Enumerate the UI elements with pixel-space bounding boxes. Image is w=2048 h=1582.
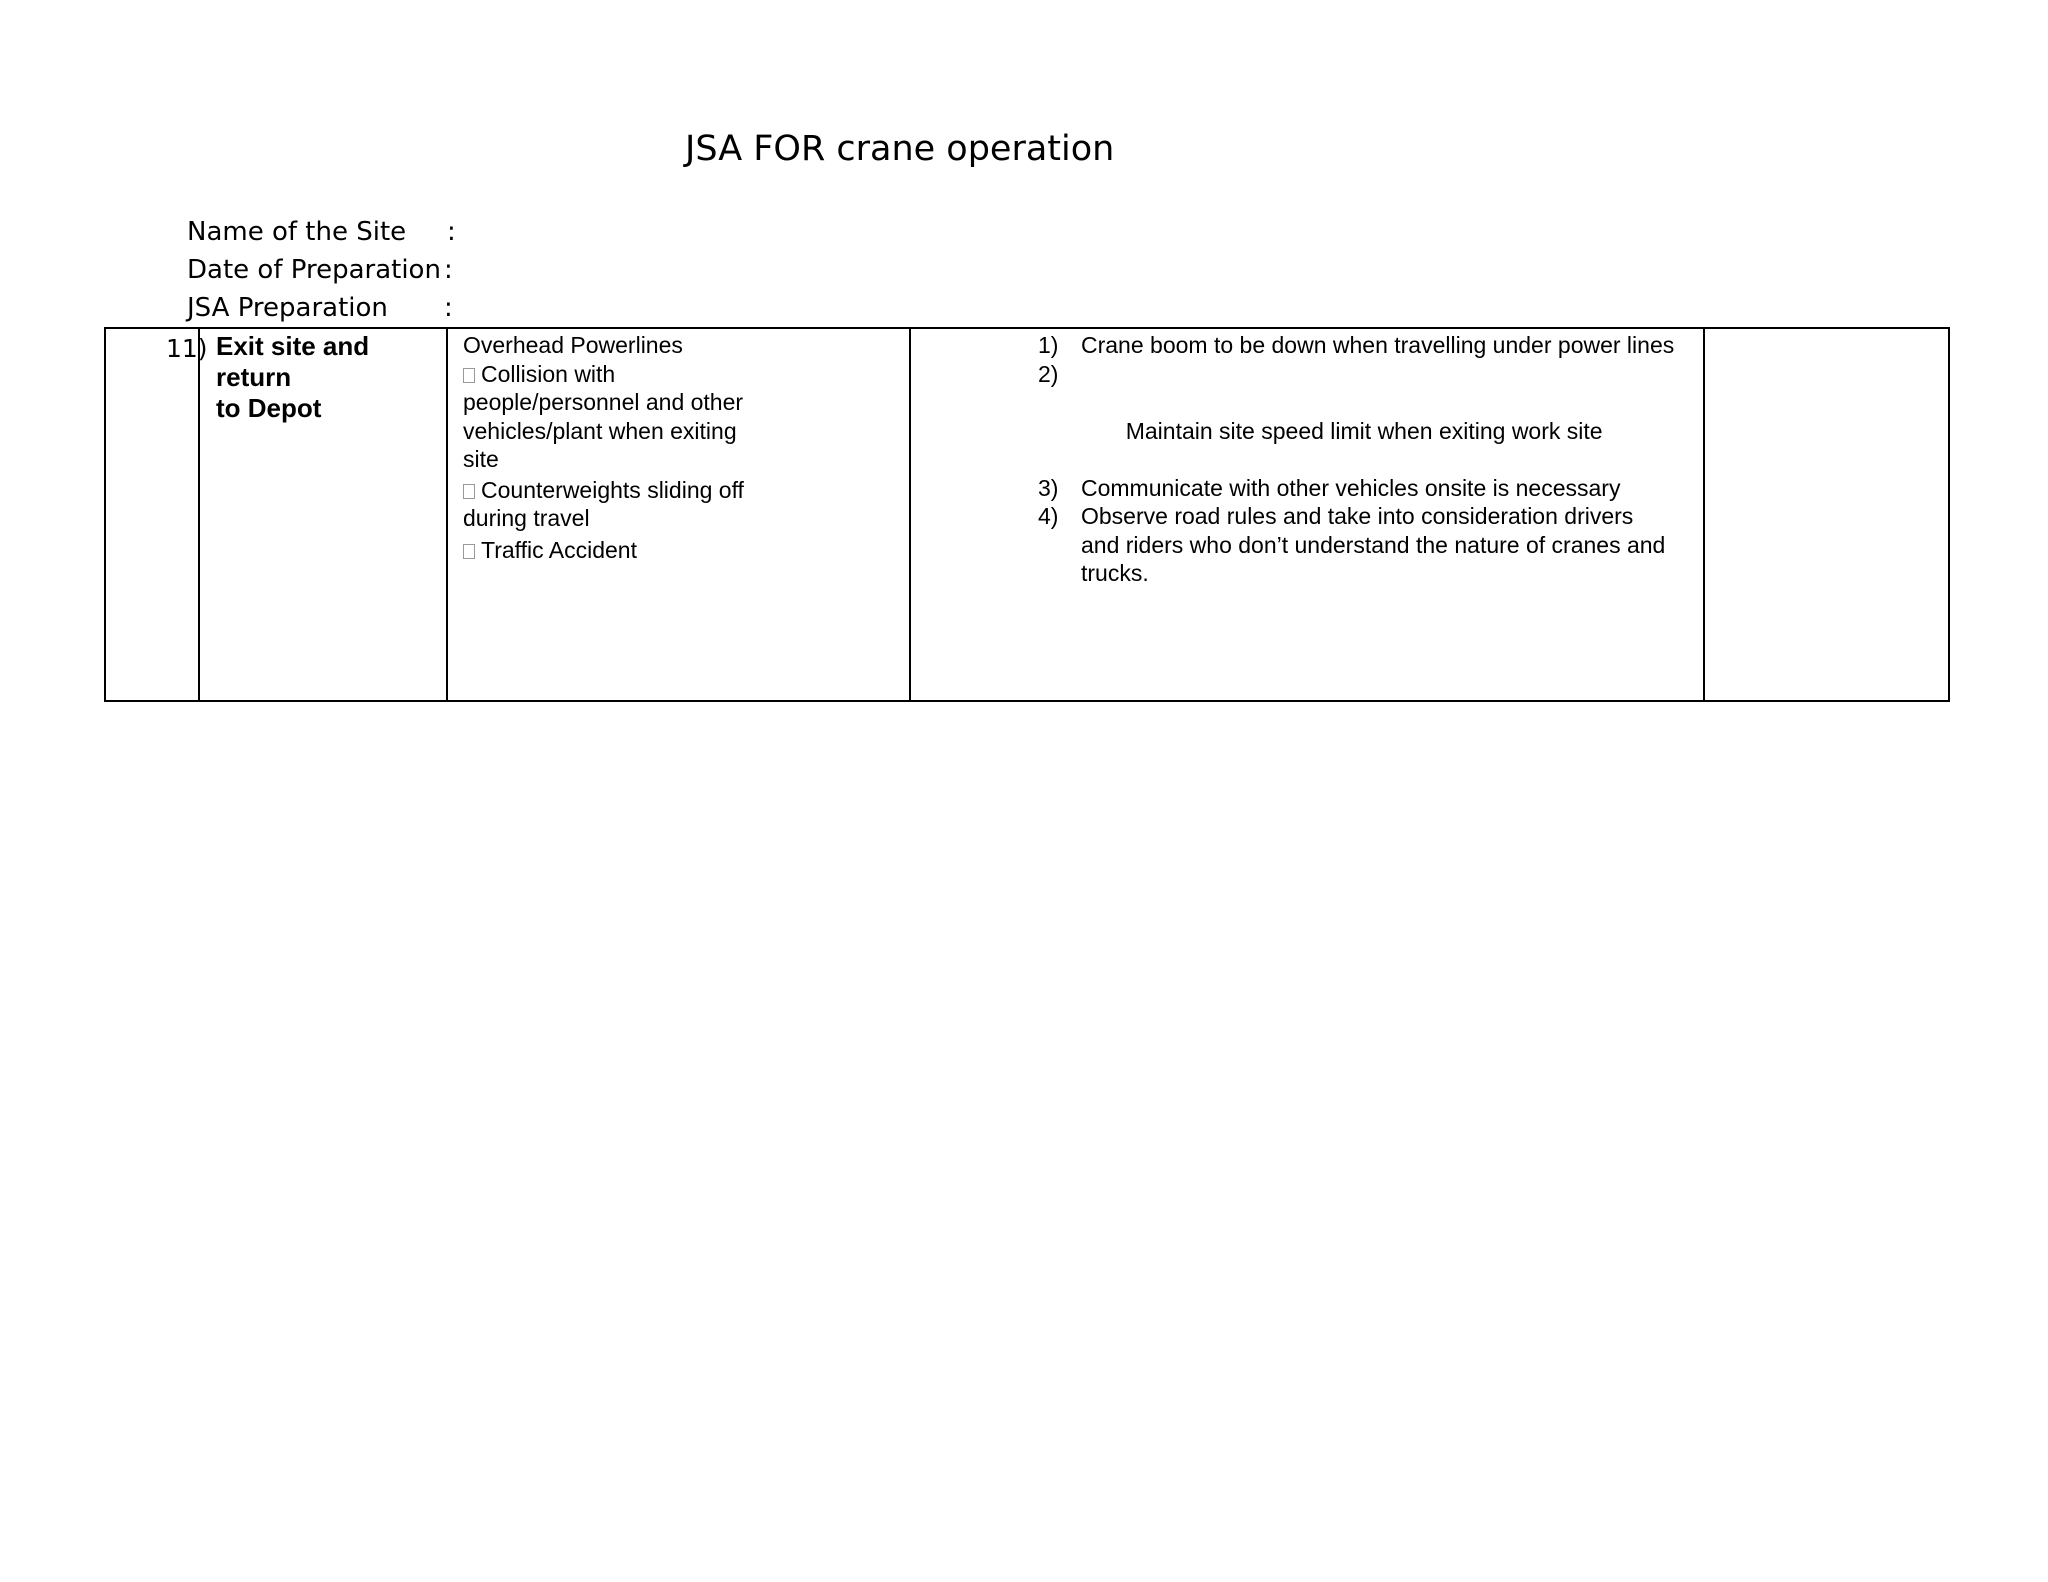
hazard-item <box>463 360 773 474</box>
task-line: return <box>216 362 292 392</box>
hazard-item-text: Traffic Accident <box>481 536 637 563</box>
field-colon: : <box>447 217 456 247</box>
control-text: Maintain site speed limit when exiting work site <box>1119 417 1603 444</box>
hazard-item <box>463 536 903 565</box>
task-line: Exit site and <box>216 331 370 361</box>
field-label: Name of the Site <box>187 217 407 247</box>
task-line: to Depot <box>216 393 322 423</box>
table-divider <box>446 329 448 700</box>
field-label: JSA Preparation <box>187 293 388 323</box>
field-colon: : <box>444 255 453 285</box>
task-cell <box>216 331 441 424</box>
control-number: 4) <box>1038 503 1059 529</box>
hazard-item-text: Collision with people/personnel and other vehicles/plant when exiting site <box>463 360 744 472</box>
control-item <box>970 502 1671 588</box>
field-colon: : <box>444 293 453 323</box>
field-date-of-preparation <box>187 254 453 286</box>
hazards-cell <box>463 331 903 564</box>
control-text: Communicate with other vehicles onsite is necessary <box>1081 474 1621 501</box>
hazard-heading: Overhead Powerlines <box>463 332 683 358</box>
control-number: 1) <box>1038 332 1059 358</box>
jsa-table <box>104 327 1950 702</box>
checkbox-bullet-icon <box>463 544 475 559</box>
row-number: 11) <box>166 334 208 363</box>
checkbox-bullet-icon <box>463 484 475 499</box>
control-number: 3) <box>1038 474 1059 501</box>
hazard-item <box>463 476 793 533</box>
table-divider <box>198 329 200 700</box>
hazard-item-text: Counterweights sliding off during travel <box>463 476 744 531</box>
checkbox-bullet-icon <box>463 368 475 383</box>
field-site-name <box>187 216 456 248</box>
control-number: 2) <box>1038 360 1059 387</box>
remarks-cell <box>1705 329 1950 700</box>
field-label: Date of Preparation <box>187 255 441 285</box>
field-jsa-preparation <box>187 292 453 324</box>
table-divider <box>909 329 911 700</box>
control-text: Crane boom to be down when travelling under power lines <box>1081 332 1675 358</box>
document-title: JSA FOR crane operation <box>685 129 1115 169</box>
control-text: Observe road rules and take into consideration drivers and riders who don’t understand the nature of cranes and trucks. <box>1081 503 1666 586</box>
